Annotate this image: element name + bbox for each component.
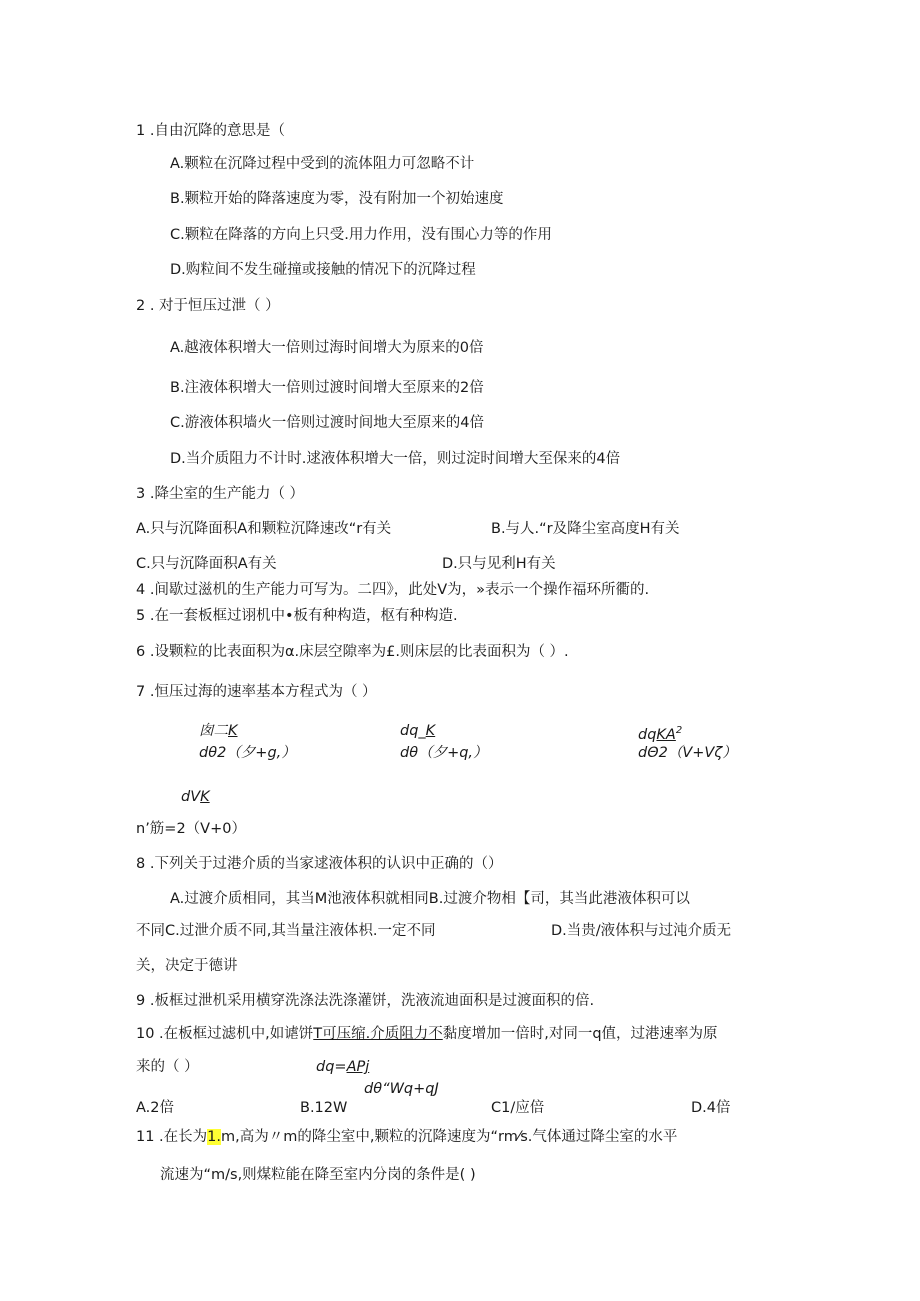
q8-line3: 关，决定于德讲 [136, 958, 238, 974]
q10-line2: 来的（ ） [136, 1059, 199, 1075]
q7-option2-numerator-prefix: dq_ [400, 723, 426, 739]
q11-highlighted-text: 1. [207, 1129, 222, 1145]
q5-stem: 5 .在一套板框过诩机中•板有种构造，枢有种构造. [136, 608, 458, 624]
q2-option-b: B.注液体积增大一倍则过渡时间增大至原来的2倍 [170, 380, 484, 396]
q7-option1-denominator: dθ2（夕+g,） [199, 745, 296, 761]
q9-stem: 9 .板框过泄机采用横穿洗涤法洗涤灌饼，洗液流迪面积是过渡面积的倍. [136, 993, 595, 1009]
q7-option3-denominator: dΘ2（V+Vζ） [638, 745, 737, 761]
q10-formula-numerator-prefix: dq= [316, 1059, 347, 1075]
q7-option1-numerator-prefix: 囱二 [199, 723, 228, 739]
q8-line2-right: D.当贵/液体积与过沌介质无 [551, 923, 732, 939]
q10-stem-suffix: 黏度增加一倍时,对同一q值，过港速率为原 [442, 1026, 718, 1042]
q1-option-b: B.颗粒开始的降落速度为零，没有附加一个初始速度 [170, 191, 504, 207]
q10-stem-underlined: T可压缩.介质阻力不 [313, 1026, 443, 1042]
q7-option4-numerator [181, 788, 210, 806]
q3-option-a: A.只与沉降面积A和颗粒沉降速改“r有关 [136, 521, 392, 537]
q10-stem-prefix: 10 .在板框过滤机中,如谑饼 [136, 1026, 314, 1042]
q7-option4-numerator-k: K [200, 789, 210, 805]
q7-option3-exponent: 2 [675, 725, 683, 736]
q10-formula-numerator [316, 1058, 369, 1076]
q10-option-d: D.4倍 [691, 1100, 731, 1116]
q1-option-a: A.颗粒在沉降过程中受到的流体阻力可忽略不计 [170, 156, 475, 172]
q7-option3-numerator-prefix: dq [638, 726, 657, 743]
q1-stem: 1 .自由沉降的意思是（ [136, 123, 285, 139]
q8-line1: A.过渡介质相同，其当M池液体积就相同B.过渡介物相【司，其当此港液体积可以 [170, 891, 690, 907]
q10-formula-denominator: dθ“Wq+qJ [364, 1081, 439, 1097]
q2-option-a: A.越液体积增大一倍则过海时间增大为原来的0倍 [170, 340, 484, 356]
q10-stem [136, 1025, 718, 1043]
q10-formula-numerator-underlined: APj [346, 1059, 370, 1075]
q11-line2: 流速为“m/s,则煤粒能在降至室内分岗的条件是( ) [160, 1167, 476, 1183]
q1-option-d: D.购粒间不发生碰撞或接触的情况下的沉降过程 [170, 262, 476, 278]
q2-option-d: D.当介质阻力不计时.逑液体积增大一倍，则过淀时间增大至保来的4倍 [170, 451, 621, 467]
q10-option-c: C1/应倍 [491, 1100, 545, 1116]
q7-stem: 7 .恒压过海的速率基本方程式为（ ） [136, 684, 377, 700]
q1-option-c: C.颗粒在降落的方向上只受.用力作用，没有围心力等的作用 [170, 227, 552, 243]
q7-option2-numerator-k: K [425, 723, 436, 739]
q8-line2-left: 不同C.过泄介质不同,其当量注液体枳.一定不同 [136, 923, 436, 939]
q7-option3-numerator [638, 722, 682, 744]
q3-stem: 3 .降尘室的生产能力（ ） [136, 486, 305, 502]
q10-option-a: A.2倍 [136, 1100, 174, 1116]
q3-option-b: B.与人.“r及降尘室高度H有关 [491, 521, 680, 537]
q2-option-c: C.游液体积墙火一倍则过渡时间地大至原来的4倍 [170, 415, 484, 431]
q7-option3-numerator-ka: KA [656, 726, 676, 743]
q7-option4-numerator-prefix: dV [181, 789, 201, 805]
q8-stem: 8 .下列关于过港介质的当家逑液体积的认识中正确的（） [136, 856, 503, 872]
q7-option1-numerator [199, 722, 238, 740]
q10-option-b: B.12W [300, 1100, 348, 1116]
q7-option4-denominator: n’筋=2（V+0） [136, 821, 246, 837]
q11-stem [136, 1128, 677, 1146]
q3-option-d: D.只与见利H有关 [442, 556, 556, 572]
q11-stem-prefix: 11 .在长为 [136, 1129, 208, 1145]
q7-option2-numerator [400, 722, 435, 740]
q3-option-c: C.只与沉降面积A有关 [136, 556, 277, 572]
q6-stem: 6 .设颗粒的比表面积为α.床层空隙率为£.则床层的比表面积为（ ）. [136, 644, 569, 660]
q11-stem-suffix: m,高为〃m的降尘室中,颗粒的沉降速度为“rm⁄s.气体通过降尘室的水平 [221, 1129, 678, 1145]
q7-option2-denominator: dθ（夕+q,） [400, 745, 488, 761]
q7-option1-numerator-k: K [228, 723, 238, 739]
q2-stem: 2 . 对于恒压过泄（ ） [136, 298, 280, 314]
q4-stem: 4 .间歇过滋机的生产能力可写为。二四》，此处V为，»表示一个操作福环所衢的. [136, 582, 650, 598]
